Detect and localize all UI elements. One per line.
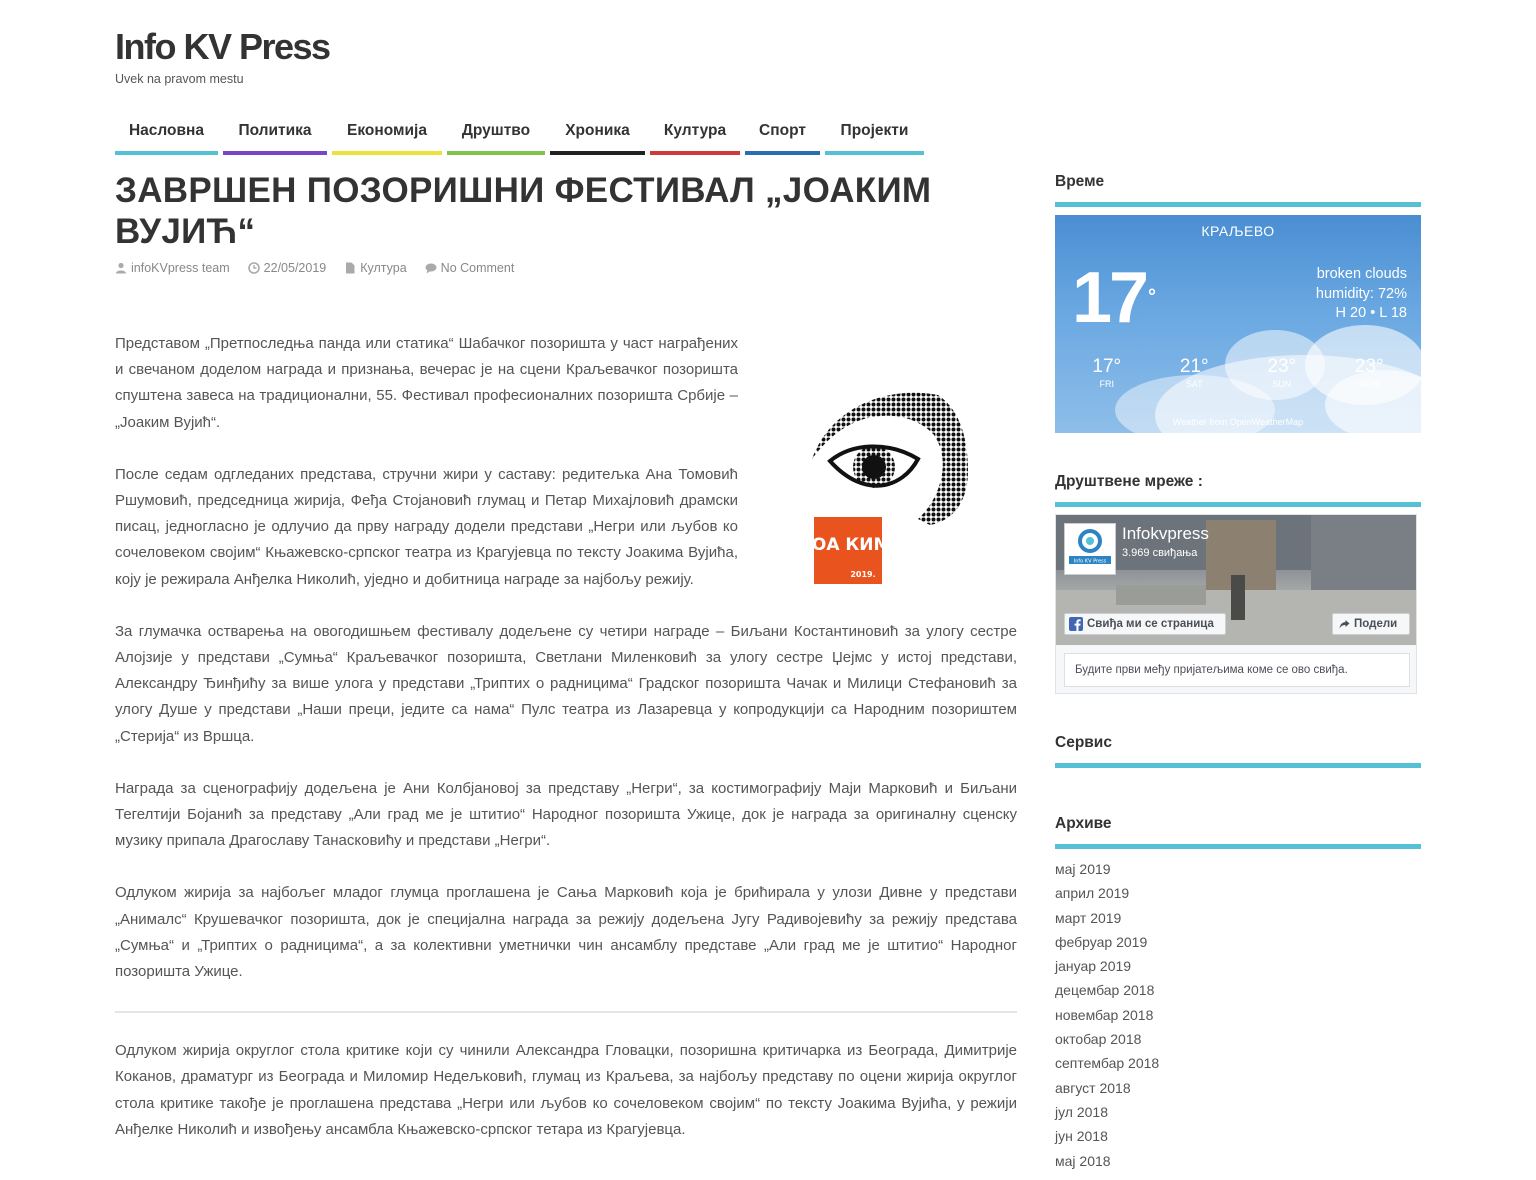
weather-city: КРАЉЕВО: [1201, 223, 1275, 239]
widget-title-weather: Време: [1055, 173, 1105, 190]
forecast-day-name: SUN: [1272, 379, 1292, 389]
facebook-like-button[interactable]: [1064, 613, 1226, 635]
meta-date: [248, 261, 327, 275]
user-icon: [115, 262, 127, 274]
forecast-temp: 23°: [1267, 356, 1297, 377]
share-arrow-icon: [1339, 619, 1350, 630]
widget-rule: [1055, 202, 1421, 207]
archive-link[interactable]: мај 2019: [1055, 861, 1111, 877]
paragraph: Одлуком жирија за најбољег младог глумца проглашена је Сања Марковић која је брићирала у улози Дивне у представи „Анималс“ Крушевачког позоришта, док је специјална награда за режију додељена Југу Радивојевићу за режију представа „Сумња“ и „Триптих о радницима“, а за колективни уметнички чин ансамблу представе „Али град ме је штитио“ Народног позоришта Ужице.: [115, 884, 1017, 981]
facebook-cover-photo[interactable]: [1056, 515, 1416, 645]
weather-credit[interactable]: Weather from OpenWeatherMap: [1172, 417, 1304, 427]
weather-desc: broken clouds: [1316, 266, 1407, 282]
site-tagline: Uvek na pravom mestu: [115, 72, 244, 86]
weather-widget: [1055, 215, 1421, 433]
widget-rule: [1055, 844, 1421, 849]
nav-item-projekti[interactable]: Пројекти: [825, 110, 924, 155]
facebook-share-label: Подели: [1354, 618, 1398, 630]
facebook-like-label: Свиђа ми се страница: [1087, 618, 1214, 630]
clock-icon: [248, 262, 260, 274]
meta-category-label: Култура: [360, 261, 407, 275]
archive-link[interactable]: јул 2018: [1055, 1103, 1109, 1120]
facebook-page-plugin: [1055, 514, 1417, 694]
paragraph: Награда за сценографију додељена је Ани Колбјановој за представу „Негри“, за костимографију Маји Марковић и Биљани Тегелтији Бојанић за представу „Али град ме је штитио“ Народног позоришта Ужице, док је награда за оригиналну сценску музику припала Драгославу Танасковићу и представи „Негри“.: [115, 779, 1017, 850]
forecast-day: [1159, 356, 1229, 389]
forecast-day: [1334, 356, 1404, 389]
logo-text: ЈОА КИМ: [806, 535, 891, 555]
paragraph: После седам одгледаних представа, стручни жири у саставу: редитељка Ана Томовић Ршумовић, председница жирија, Феђа Стојановић глумац и Петар Михајловић драмски писац, једногласно је одлучио да прву награду додели представи „Негри или љубов ко сочеловеком својим“ Књажевско-српског театра из Крагујевца по тексту Јоакима Вујића, коју је режирала Анђелка Николић, уједно и добитница награде за најбољу режију.: [115, 465, 738, 588]
weather-details: [1316, 265, 1407, 324]
archive-link[interactable]: мај 2018: [1055, 1152, 1111, 1169]
forecast-day: [1072, 356, 1142, 389]
facebook-page-name[interactable]: Infokvpress: [1122, 524, 1209, 543]
post-meta: [115, 261, 532, 275]
widget-title-archives: Архиве: [1055, 815, 1112, 832]
weather-forecast: [1055, 356, 1421, 389]
archive-link[interactable]: фебруар 2019: [1055, 933, 1148, 950]
nav-item-sport[interactable]: Спорт: [745, 110, 820, 155]
nav-item-politika[interactable]: Политика: [223, 110, 327, 155]
archive-link[interactable]: децембар 2018: [1055, 982, 1155, 999]
paragraph: Одлуком жирија округлог стола критике који су чинили Александра Гловацки, позоришна критичарка из Београда, Димитрије Коканов, драматург из Београда и Миломир Недељковић, глумац из Краљева, за најбољу представу по оцени жирија округлог стола критике такође је проглашена представа „Негри или љубов ко сочеловеком својим“ по тексту Јоакима Вујића, у режији Анђелке Николић и извођењу ансамбла Књажевско-српског тетара из Крагујевца.: [115, 1042, 1017, 1138]
archive-link[interactable]: јун 2018: [1055, 1128, 1108, 1145]
post-content: [115, 331, 1017, 1169]
comment-icon: [425, 262, 437, 274]
meta-comments-label: No Comment: [440, 261, 515, 275]
meta-author-label: infoKVpress team: [131, 261, 230, 275]
logo-year: 2019.: [850, 570, 876, 579]
weather-hilo: H 20 • L 18: [1335, 305, 1407, 321]
content-divider: [115, 1011, 1017, 1013]
facebook-icon: [1069, 617, 1083, 631]
facebook-avatar[interactable]: [1064, 523, 1116, 575]
facebook-friends-text: Будите први међу пријатељима коме се ово свиђа.: [1064, 653, 1410, 687]
nav-item-naslovna[interactable]: Насловна: [115, 110, 218, 155]
meta-author[interactable]: [115, 261, 230, 275]
archive-link[interactable]: март 2019: [1055, 909, 1122, 926]
forecast-day-name: MON: [1358, 379, 1380, 389]
facebook-share-button[interactable]: [1332, 613, 1410, 635]
nav-item-kultura[interactable]: Култура: [650, 110, 740, 155]
forecast-temp: 21°: [1179, 356, 1209, 377]
forecast-day-name: SAT: [1185, 379, 1203, 389]
archive-link[interactable]: јануар 2019: [1055, 958, 1132, 975]
archive-link[interactable]: новембар 2018: [1055, 1006, 1154, 1023]
archive-link[interactable]: август 2018: [1055, 1079, 1131, 1096]
meta-comments[interactable]: [425, 261, 515, 275]
forecast-day: [1247, 356, 1317, 389]
paragraph: Представом „Претпоследња панда или статика“ Шабачког позоришта у част награђених и свечаном доделом награда и признања, вечерас је на сцени Краљевачког позоришта спуштена завеса на традиционални, 55. Фестивал професионалних позоришта Србије – „Јоаким Вујић“.: [115, 335, 738, 431]
archives-list: [1055, 857, 1159, 1173]
paragraph: За глумачка остварења на овогодишњем фестивалу додељене су четири награде – Биљани Костантиновић за улогу сестре Алојзије у представи „Сумња“ Краљевачког позоришта, Светлани Миленковић за улогу сестре Џејмс у истој представи, Александру Ђинђићу за више улога у представи „Триптих о радницима“ Градског позоришта Чачак и Милици Стефановић за улогу Душе у представи „Наши преци, једите са нама“ Пулс театра из Лазаревца у копродукцији са Народним позориштем „Стерија“ из Вршца.: [115, 622, 1017, 745]
archive-link[interactable]: април 2019: [1055, 885, 1130, 902]
document-icon: [344, 262, 356, 274]
site-title[interactable]: Info KV Press: [115, 26, 330, 67]
widget-title-service: Сервис: [1055, 734, 1112, 751]
meta-category[interactable]: [344, 261, 406, 275]
weather-temp: 17: [1072, 258, 1147, 338]
widget-title-social: Друштвене мреже :: [1055, 473, 1203, 490]
nav-item-ekonomija[interactable]: Економија: [332, 110, 442, 155]
main-nav: [115, 110, 929, 155]
weather-humidity: humidity: 72%: [1315, 285, 1407, 302]
meta-date-label: 22/05/2019: [263, 261, 327, 275]
archive-link[interactable]: октобар 2018: [1055, 1031, 1142, 1048]
widget-rule: [1055, 763, 1421, 768]
nav-item-drustvo[interactable]: Друштво: [447, 110, 545, 155]
widget-rule: [1055, 502, 1421, 507]
facebook-likes-count: 3.969 свиђања: [1122, 547, 1198, 559]
post-title: ЗАВРШЕН ПОЗОРИШНИ ФЕСТИВАЛ „ЈОАКИМ ВУЈИЋ“: [115, 171, 932, 251]
forecast-temp: 17°: [1092, 356, 1122, 377]
forecast-day-name: FRI: [1099, 379, 1114, 389]
archive-link[interactable]: септембар 2018: [1055, 1055, 1160, 1072]
weather-degree: °: [1148, 286, 1156, 308]
infokvpress-logo-icon: [1065, 524, 1115, 574]
nav-item-hronika[interactable]: Хроника: [550, 110, 645, 155]
forecast-temp: 23°: [1354, 356, 1384, 377]
avatar-text: Info KV Press: [1073, 558, 1107, 565]
